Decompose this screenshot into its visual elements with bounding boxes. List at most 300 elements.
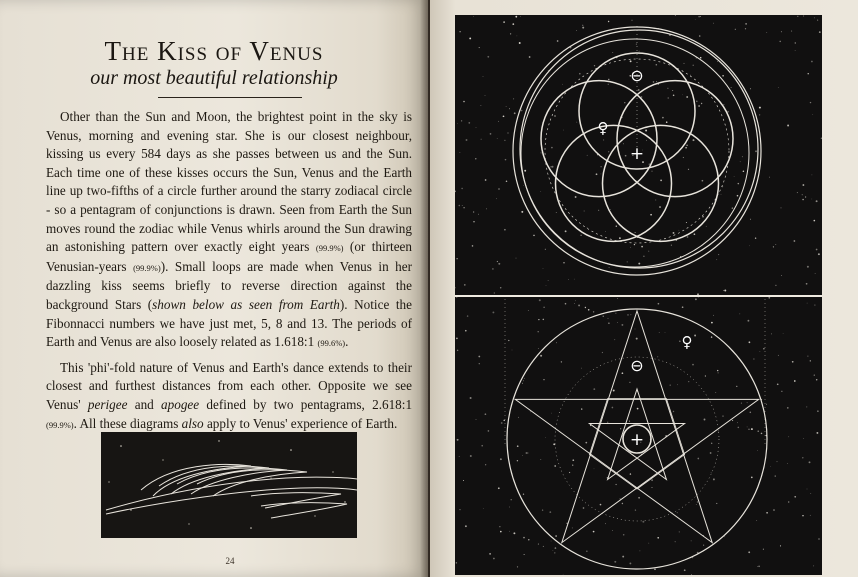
star	[478, 214, 479, 215]
star	[572, 527, 573, 528]
star	[457, 350, 458, 351]
star	[516, 258, 517, 259]
star	[615, 313, 616, 314]
star	[513, 98, 514, 99]
star	[537, 331, 538, 332]
sun-symbol-top: ⊖	[630, 66, 644, 85]
star	[549, 511, 551, 513]
star	[629, 382, 630, 383]
star	[456, 562, 457, 563]
star	[467, 315, 468, 316]
star	[755, 150, 757, 152]
star	[456, 297, 457, 298]
star	[724, 104, 725, 105]
star	[551, 541, 552, 542]
star	[816, 379, 817, 380]
star	[713, 23, 714, 24]
star	[556, 212, 557, 213]
star	[503, 115, 505, 117]
star	[457, 123, 458, 124]
star	[608, 84, 609, 85]
star	[811, 61, 813, 63]
venus-plate	[455, 15, 822, 575]
star	[469, 37, 471, 39]
star	[792, 361, 794, 363]
star	[551, 413, 552, 414]
star	[612, 52, 613, 53]
star	[693, 65, 694, 66]
star	[807, 356, 808, 357]
star	[610, 209, 611, 210]
paragraph-1	[46, 108, 412, 353]
p2-apogee: apogee	[161, 396, 200, 412]
star	[773, 246, 774, 247]
star	[759, 107, 761, 109]
star	[742, 156, 743, 157]
star	[608, 21, 609, 22]
star	[805, 196, 806, 197]
star	[698, 16, 699, 17]
star	[630, 473, 631, 474]
star	[557, 40, 559, 42]
star	[732, 207, 734, 209]
star	[814, 220, 816, 222]
star	[498, 263, 500, 265]
star	[629, 562, 631, 564]
star	[528, 310, 529, 311]
star	[581, 368, 582, 369]
star	[701, 103, 702, 104]
star	[806, 283, 808, 285]
star	[522, 383, 523, 384]
venus-symbol-top: ♀	[597, 119, 609, 137]
p1-text-3: ). Small loops are made when Venus in her dazzling kiss seems briefly to reverse direction against the background Stars (	[46, 258, 412, 312]
star	[459, 456, 460, 457]
star	[760, 351, 761, 352]
page-subtitle: our most beautiful relationship	[90, 67, 338, 89]
star	[588, 309, 590, 311]
star	[723, 290, 724, 291]
star	[794, 380, 796, 382]
rosette-loop	[541, 81, 657, 197]
star	[488, 430, 490, 432]
star	[803, 15, 804, 16]
p1-note-1: (99.9%)	[315, 243, 344, 254]
star	[818, 253, 820, 255]
star	[601, 174, 602, 175]
star	[705, 375, 706, 376]
star	[465, 525, 467, 527]
star	[787, 407, 789, 409]
star	[492, 311, 494, 313]
star	[757, 450, 758, 451]
star	[457, 439, 459, 441]
star	[700, 16, 701, 17]
p1-italic-1: shown below as seen from Earth	[152, 296, 340, 312]
star	[658, 303, 660, 305]
star	[632, 20, 633, 21]
p2-text-4: apply to Venus' experience of Earth.	[206, 415, 398, 431]
star	[751, 477, 753, 479]
star	[702, 216, 703, 217]
star	[623, 143, 624, 144]
star	[655, 200, 656, 201]
star	[695, 19, 696, 20]
star	[814, 305, 815, 306]
star	[617, 298, 618, 299]
star	[731, 87, 732, 88]
star	[686, 144, 688, 146]
star	[629, 421, 630, 422]
star	[711, 443, 712, 444]
star	[527, 453, 528, 454]
star	[476, 419, 477, 420]
star	[490, 133, 492, 135]
star	[710, 452, 712, 454]
star	[459, 509, 460, 510]
star	[580, 235, 581, 236]
star	[684, 569, 686, 571]
star	[677, 512, 678, 513]
star	[497, 261, 498, 262]
star	[576, 30, 577, 31]
star	[459, 205, 461, 207]
star	[802, 199, 804, 201]
star	[716, 259, 717, 260]
star	[584, 211, 585, 212]
star	[816, 200, 818, 202]
star	[479, 363, 480, 364]
star	[697, 458, 699, 460]
star	[651, 171, 652, 172]
star	[727, 111, 729, 113]
star	[780, 545, 781, 546]
star	[769, 177, 770, 178]
star	[638, 89, 640, 91]
star	[593, 311, 594, 312]
star	[543, 546, 544, 547]
figure-stars	[108, 440, 345, 529]
star	[665, 332, 666, 333]
star	[504, 229, 506, 231]
star	[775, 476, 776, 477]
star	[815, 273, 816, 274]
star	[758, 431, 759, 432]
sun-symbol-bottom: ⊖	[630, 356, 644, 375]
star	[794, 496, 796, 498]
star	[563, 262, 564, 263]
star	[481, 445, 483, 447]
star	[587, 155, 588, 156]
star	[750, 412, 752, 414]
star	[685, 147, 687, 149]
star	[503, 21, 505, 23]
star	[461, 188, 462, 189]
star	[483, 76, 484, 77]
plate-drawing	[455, 15, 822, 575]
star	[736, 386, 737, 387]
star	[627, 314, 629, 316]
star	[614, 339, 615, 340]
star	[690, 75, 691, 76]
star	[750, 88, 751, 89]
star	[795, 50, 796, 51]
star	[481, 139, 482, 140]
star	[652, 487, 653, 488]
star	[816, 432, 818, 434]
star	[539, 299, 541, 301]
star	[555, 547, 557, 549]
star	[688, 169, 689, 170]
star	[463, 207, 464, 208]
star	[797, 192, 798, 193]
star	[810, 515, 811, 516]
p1-note-2: (99.9%)	[133, 262, 161, 273]
p1-text-1: Other than the Sun and Moon, the brightest point in the sky is Venus, morning and evening star. She is our closest neighbour, kissing us every 584 days as she passes between us and the Sun. Each time one of these kisses occurs the Sun, Venus and the Earth line up two-fifths of a circle further around the starry zodiacal circle - so a pentagram of conjunctions is drawn. Seen from Earth the Sun moves round the zodiac while Venus whirls around the Sun drawing an astonishing pattern over exactly eight years	[46, 109, 412, 255]
star	[498, 487, 500, 489]
star	[507, 132, 508, 133]
star	[528, 539, 529, 540]
star	[504, 140, 505, 141]
star	[653, 81, 655, 83]
star	[759, 114, 760, 115]
page-number: 24	[225, 556, 235, 566]
star	[666, 121, 668, 123]
star	[582, 25, 583, 26]
star	[755, 238, 756, 239]
star	[529, 56, 531, 58]
star	[485, 179, 487, 181]
star	[802, 457, 803, 458]
star	[721, 194, 722, 195]
star	[791, 31, 792, 32]
star	[802, 184, 804, 186]
star	[517, 460, 518, 461]
star	[506, 181, 508, 183]
star	[781, 31, 782, 32]
star	[509, 108, 510, 109]
star	[553, 550, 554, 551]
star	[679, 531, 680, 532]
star	[463, 101, 465, 103]
star	[475, 158, 476, 159]
star	[587, 227, 588, 228]
star	[713, 478, 715, 480]
star	[636, 44, 637, 45]
star	[797, 16, 798, 17]
star	[554, 115, 556, 117]
star	[615, 484, 616, 485]
star	[565, 230, 567, 232]
star	[722, 75, 724, 77]
star	[717, 370, 718, 371]
star	[563, 130, 564, 131]
star	[598, 210, 599, 211]
star	[706, 226, 707, 227]
star	[810, 102, 811, 103]
star	[608, 318, 609, 319]
star	[489, 553, 491, 555]
star	[809, 461, 811, 463]
star	[493, 558, 495, 560]
star	[517, 445, 519, 447]
star	[711, 322, 713, 324]
star	[465, 330, 467, 332]
p2-text-2: defined by two pentagrams, 2.618:1	[206, 396, 413, 412]
star	[667, 88, 668, 89]
star	[461, 120, 462, 121]
star	[802, 194, 803, 195]
star	[751, 428, 753, 430]
star	[808, 73, 809, 74]
star	[747, 320, 749, 322]
star	[511, 499, 512, 500]
star	[766, 404, 767, 405]
star	[677, 384, 678, 385]
star	[555, 535, 557, 537]
star	[612, 530, 613, 531]
star	[745, 23, 747, 25]
star	[673, 95, 675, 97]
star	[578, 304, 580, 306]
star	[775, 285, 776, 286]
star	[643, 255, 645, 257]
star	[761, 433, 763, 435]
star	[766, 512, 768, 514]
venus-symbol-bottom: ♀	[681, 333, 693, 351]
star	[579, 73, 581, 75]
star	[585, 307, 586, 308]
star	[660, 180, 662, 182]
star	[608, 151, 609, 152]
rosette-loop	[556, 125, 672, 241]
star	[711, 472, 712, 473]
star	[817, 410, 819, 412]
star	[778, 355, 779, 356]
star	[543, 379, 544, 380]
title-rule	[158, 97, 302, 98]
star	[622, 556, 624, 558]
star	[743, 171, 745, 173]
star	[614, 561, 616, 563]
star	[656, 81, 657, 82]
star	[456, 338, 458, 340]
star	[662, 117, 664, 119]
star	[697, 293, 699, 295]
star	[634, 244, 635, 245]
star	[635, 509, 636, 510]
star	[521, 110, 523, 112]
star	[541, 152, 542, 153]
star	[771, 333, 772, 334]
star	[473, 211, 474, 212]
star	[691, 574, 692, 575]
star	[468, 122, 470, 124]
star	[814, 18, 815, 19]
earth-symbol-bottom: +	[629, 430, 645, 450]
star	[543, 307, 544, 308]
star	[807, 489, 808, 490]
star	[508, 340, 509, 341]
star	[637, 408, 639, 410]
star	[586, 551, 587, 552]
star	[494, 292, 495, 293]
star	[582, 27, 584, 29]
star	[747, 427, 748, 428]
rosette-loop	[603, 125, 719, 241]
p2-note-4: (99.9%)	[46, 419, 74, 430]
star	[686, 222, 687, 223]
star	[687, 236, 689, 238]
star	[713, 315, 714, 316]
star	[612, 407, 614, 409]
star	[545, 249, 546, 250]
star	[622, 372, 624, 374]
star	[781, 275, 782, 276]
star	[816, 249, 818, 251]
star	[524, 378, 525, 379]
loop-paths	[106, 464, 357, 518]
star	[688, 381, 689, 382]
star	[777, 383, 779, 385]
star	[540, 355, 542, 357]
star	[523, 494, 524, 495]
star	[739, 314, 740, 315]
star	[694, 335, 696, 337]
star	[616, 226, 617, 227]
star	[773, 509, 775, 511]
star	[716, 503, 717, 504]
star	[745, 28, 746, 29]
star	[486, 208, 487, 209]
star	[753, 358, 754, 359]
star	[500, 287, 501, 288]
star	[462, 205, 463, 206]
star	[554, 465, 556, 467]
star	[596, 173, 598, 175]
venus-loops-drawing	[101, 432, 357, 538]
star	[498, 121, 499, 122]
p2-also: also	[181, 415, 204, 431]
star	[718, 254, 719, 255]
star	[750, 219, 751, 220]
star	[552, 166, 554, 168]
star	[575, 196, 577, 198]
star	[698, 105, 700, 107]
star	[609, 267, 610, 268]
star	[756, 520, 757, 521]
star	[748, 429, 749, 430]
star	[695, 298, 697, 300]
star	[543, 268, 544, 269]
p1-text-5: .	[345, 334, 349, 350]
star	[546, 285, 547, 286]
star	[635, 232, 636, 233]
star	[763, 348, 764, 349]
star	[675, 541, 676, 542]
star	[794, 240, 796, 242]
star	[700, 57, 702, 59]
star	[542, 509, 543, 510]
star	[530, 411, 531, 412]
p1-text-2: (or thirteen Venusian-years	[46, 239, 413, 274]
star	[485, 464, 486, 465]
star	[654, 569, 655, 570]
star	[741, 403, 742, 404]
star	[607, 422, 608, 423]
star	[464, 284, 466, 286]
star	[506, 106, 507, 107]
